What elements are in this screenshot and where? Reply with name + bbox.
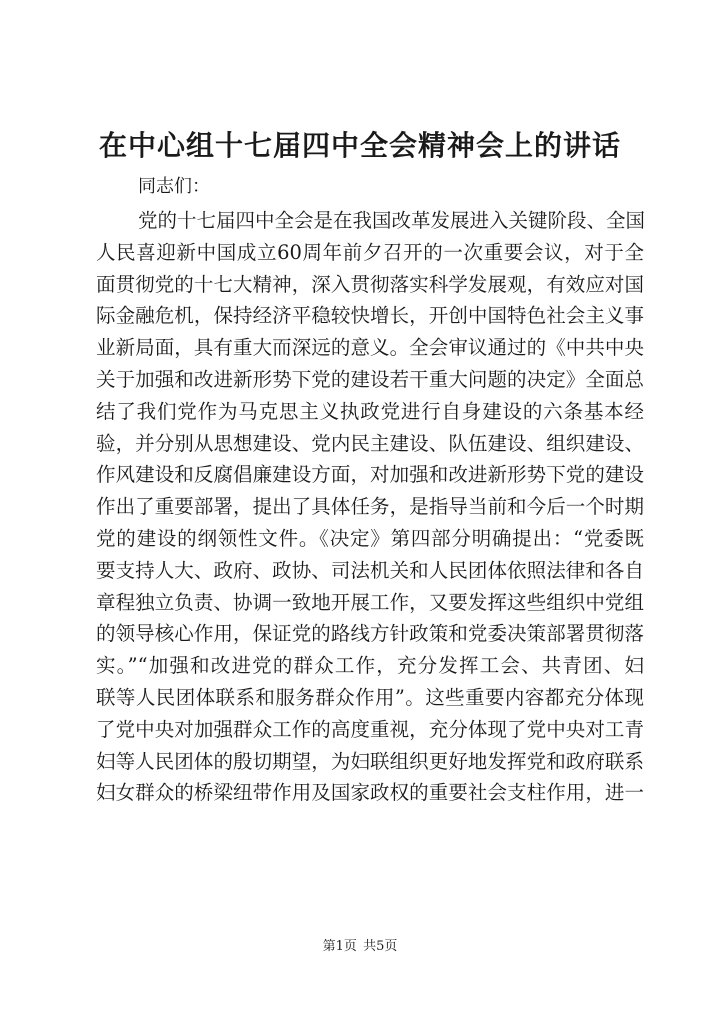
text-line: 验，并分别从思想建设、党内民主建设、队伍建设、组织建设、 [96, 431, 644, 455]
body-text [96, 205, 644, 809]
text-line: 关于加强和改进新形势下党的建设若干重大问题的决定》全面总 [96, 367, 644, 391]
text-line: 党的十七届四中全会是在我国改革发展进入关键阶段、全国 [138, 209, 646, 232]
text-line: 章程独立负责、协调一致地开展工作，又要发挥这些组织中党组 [96, 590, 644, 614]
page-footer [0, 938, 720, 956]
text-line: 作出了重要部署，提出了具体任务，是指导当前和今后一个时期 [96, 495, 644, 519]
total-pages-label: 共5页 [363, 939, 398, 954]
text-line: 的领导核心作用，保证党的路线方针政策和党委决策部署贯彻落 [96, 622, 644, 646]
text-line: 业新局面，具有重大而深远的意义。全会审议通过的《中共中央 [96, 336, 644, 360]
text-line: 妇等人民团体的殷切期望，为妇联组织更好地发挥党和政府联系 [96, 749, 644, 773]
text-line: 面贯彻党的十七大精神，深入贯彻落实科学发展观，有效应对国 [96, 272, 644, 296]
salutation: 同志们： [138, 176, 210, 197]
text-line: 要支持人大、政府、政协、司法机关和人民团体依照法律和各自 [96, 558, 644, 582]
text-line: 党的建设的纲领性文件。《决定》第四部分明确提出：“党委既 [96, 526, 644, 550]
current-page-label: 第1页 [322, 939, 357, 954]
page-title: 在中心组十七届四中全会精神会上的讲话 [98, 129, 621, 162]
text-line: 作风建设和反腐倡廉建设方面，对加强和改进新形势下党的建设 [96, 463, 644, 487]
text-line: 实。”“加强和改进党的群众工作，充分发挥工会、共青团、妇 [96, 654, 644, 678]
text-line: 结了我们党作为马克思主义执政党进行自身建设的六条基本经 [96, 399, 644, 423]
text-line: 了党中央对加强群众工作的高度重视，充分体现了党中央对工青 [96, 717, 644, 741]
text-line: 人民喜迎新中国成立60周年前夕召开的一次重要会议，对于全 [96, 240, 644, 264]
text-line: 际金融危机，保持经济平稳较快增长，开创中国特色社会主义事 [96, 304, 644, 328]
text-line: 联等人民团体联系和服务群众作用”。这些重要内容都充分体现 [96, 685, 644, 709]
text-line: 妇女群众的桥梁纽带作用及国家政权的重要社会支柱作用，进一 [96, 781, 644, 805]
